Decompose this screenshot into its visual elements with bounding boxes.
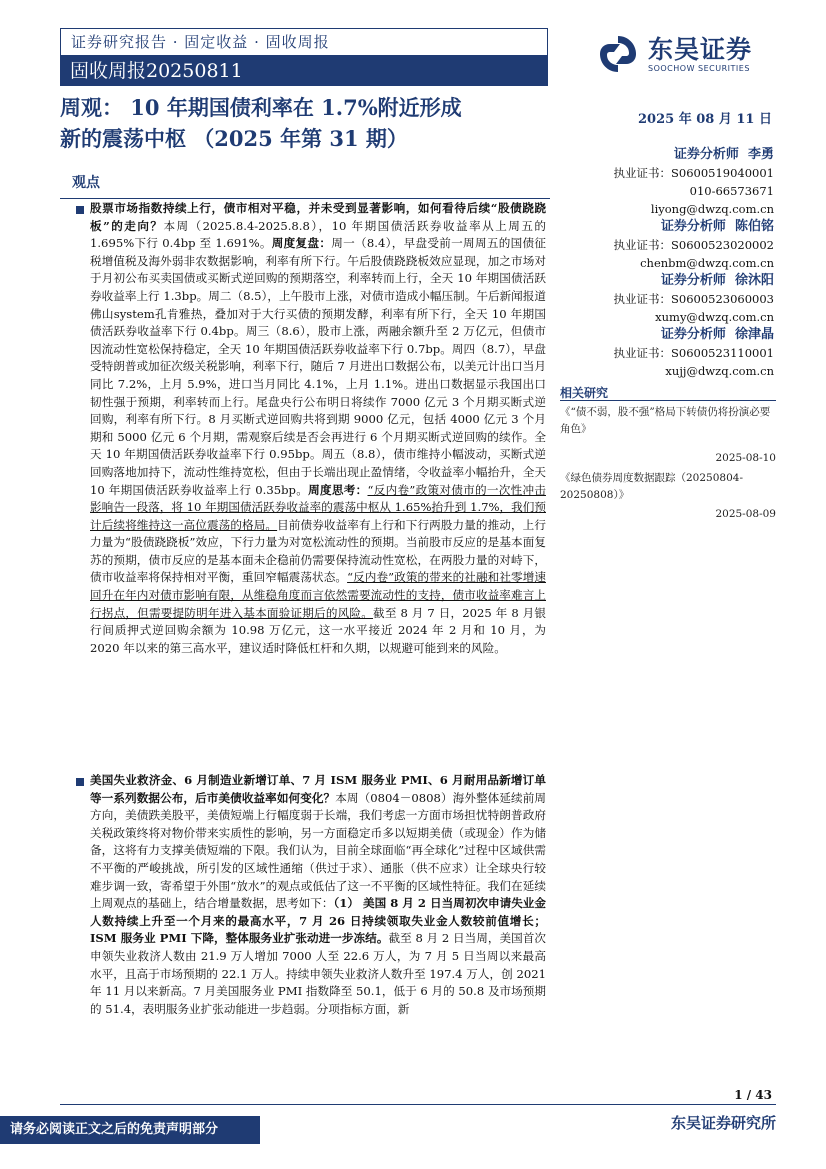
viewpoint-divider: [60, 198, 550, 199]
analyst-role: 证券分析师: [660, 219, 726, 234]
related-research-title: 相关研究: [560, 386, 609, 400]
analyst-phone: 010-66573671: [689, 184, 774, 198]
analyst-card: [584, 218, 774, 272]
report-title: [60, 92, 560, 154]
report-id: 固收周报20250811: [60, 56, 548, 86]
analyst-name: 李勇: [747, 147, 774, 162]
analyst-card: [584, 146, 774, 218]
report-title-line1: 周观： 10 年期国债利率在 1.7%附近形成: [60, 95, 462, 120]
viewpoint-paragraph-2: [90, 772, 546, 1018]
p1-lead: 股票市场指数持续上行，债市相对平稳，并未受到显著影响，如何看待后续“股债跷跷板”的走向？: [90, 201, 546, 233]
bullet-icon: [76, 778, 84, 786]
p1-review-label: 周度复盘：: [271, 236, 332, 251]
bullet-icon: [76, 206, 84, 214]
analyst-role: 证券分析师: [660, 327, 726, 342]
footer-institute: 东吴证券研究所: [670, 1114, 776, 1132]
analyst-list: [584, 146, 774, 380]
analyst-name: 徐沐阳: [734, 273, 774, 288]
report-header: [60, 28, 548, 86]
analyst-cert: S0600523020002: [671, 238, 774, 252]
brand-logo-icon: [596, 32, 640, 76]
analyst-email[interactable]: liyong@dwzq.com.cn: [650, 202, 774, 216]
related-research-list: [560, 404, 776, 520]
analyst-name: 徐津晶: [734, 327, 774, 342]
cert-label: 执业证书：: [613, 238, 671, 252]
analyst-email[interactable]: xumy@dwzq.com.cn: [655, 310, 774, 324]
footer-divider: [60, 1104, 776, 1105]
viewpoint-label: 观点: [72, 175, 100, 191]
analyst-cert: S0600523110001: [671, 346, 774, 360]
related-item-date: 2025-08-10: [715, 452, 776, 464]
p1-text-d: 截至 8 月 7 日，2025 年 8 月银行间质押式逆回购余额为 10.98 万亿元，这一水平接近 2024 年 2 月和 10 月，为 2020 年以来的第三高水平，建议适时降低杠杆和久期，以规避可能到来的风险。: [90, 605, 546, 655]
p2-lead: 美国失业救济金、6 月制造业新增订单、7 月 ISM 服务业 PMI、6 月耐用品新增订单等一系列数据公布，后市美债收益率如何变化？: [90, 773, 546, 805]
analyst-name: 陈伯铭: [734, 219, 774, 234]
analyst-cert: S0600519040001: [671, 166, 774, 180]
related-item-title[interactable]: 《绿色债券周度数据跟踪（20250804-20250808）》: [560, 472, 743, 501]
p2-text-a: 本周（0804－0808）海外整体延续前周方向，美债跌美股平，美债短端上行幅度弱于长端，我们考虑一方面市场担忧特朗普政府关税政策终将对物价带来实质性的影响，另一方面稳定币多以短期美债（或现金）作为储备，这将有力支撑美债短端的下限。我们认为，目前全球面临“再全球化”过程中区域供需不平衡的严峻挑战，所引发的区域性通缩（供过于求）、通胀（供不应求）让全球央行较难步调一致，寄希望于外围“放水”的观点或低估了这一不平衡的区域性特征。我们在延续上周观点的基础上，结合增量数据，思考如下：: [90, 790, 546, 911]
related-item-date: 2025-08-09: [715, 508, 776, 520]
brand-name: 东吴证券: [648, 35, 753, 64]
brand-name-en: SOOCHOW SECURITIES: [648, 64, 750, 73]
page-number: 1 / 43: [734, 1088, 772, 1102]
analyst-cert: S0600523060003: [671, 292, 774, 306]
analyst-card: [584, 326, 774, 380]
analyst-email[interactable]: chenbm@dwzq.com.cn: [640, 256, 774, 270]
report-title-line2: 新的震荡中枢 （2025 年第 31 期）: [60, 126, 408, 151]
cert-label: 执业证书：: [613, 292, 671, 306]
analyst-card: [584, 272, 774, 326]
p1-text-c: 目前债券收益率有上行和下行两股力量的推动，上行力量为“股债跷跷板”效应，下行力量为对宽松流动性的预期。当前股市反应的是基本面复苏的预期，债市反应的是基本面未企稳前仍需要保持流动性宽松，在两股力量的对峙下，债市收益率将保持相对平衡，重回窄幅震荡状态。: [90, 517, 546, 585]
cert-label: 执业证书：: [613, 346, 671, 360]
related-research-divider: [560, 400, 776, 401]
related-item-title[interactable]: 《“债不弱，股不强”格局下转债仍将扮演必要角色》: [560, 406, 771, 435]
p1-text-a: 本周（2025.8.4-2025.8.8），10 年期国债活跃券收益率从上周五的 1.695%下行 0.4bp 至 1.691%。: [90, 218, 546, 251]
viewpoint-paragraph-1: [90, 200, 546, 657]
p1-underline-b: “反内卷”政策的带来的社融和社零增速回升在年内对债市影响有限，从维稳角度而言依然需要流动性的支持，债市收益率难言上行拐点，但需要提防明年进入基本面验证期后的风险。: [90, 570, 546, 620]
disclaimer-notice: 请务必阅读正文之后的免责声明部分: [0, 1116, 260, 1144]
analyst-role: 证券分析师: [673, 147, 739, 162]
brand-logo: [596, 30, 776, 82]
p1-underline-a: “反内卷”政策对债市的一次性冲击影响告一段落，将 10 年期国债活跃券收益率的震荡中枢从 1.65%抬升到 1.7%，我们预计后续将维持这一高位震荡的格局。: [90, 482, 546, 532]
p2-text-c: 截至 8 月 2 日当周，美国首次申领失业救济人数由 21.9 万人增加 7000 人至 22.6 万人，为 7 月 5 日当周以来最高水平，且高于市场预期的 22.1 万人。持续申领失业救济人数升至 197.4 万人，创 2021 年 11 月以来新高。7 月美国服务业 PMI 指数降至 50.1，低于 6 月的 50.8 及市场预期的 51.4，表明服务业扩张动能进一步趋弱。分项指标方面，新: [90, 931, 546, 1016]
p2-bold-b: （1） 美国 8 月 2 日当周初次申请失业金人数持续上升至一个月来的最高水平，7 月 26 日持续领取失业金人数较前值增长；ISM 服务业 PMI 下降，整体服务业扩张动进一步冻结。: [90, 896, 546, 946]
cert-label: 执业证书：: [613, 166, 671, 180]
analyst-role: 证券分析师: [660, 273, 726, 288]
report-date: 2025 年 08 月 11 日: [638, 112, 772, 127]
p1-think-label: 周度思考：: [308, 482, 368, 497]
report-category: 证券研究报告 · 固定收益 · 固收周报: [60, 28, 548, 56]
analyst-email[interactable]: xujj@dwzq.com.cn: [665, 364, 774, 378]
p1-text-b: 周一（8.4），早盘受前一周周五的国债征税增值税及海外弱非农数据影响，利率有所下行。午后股债跷跷板效应显现，加之市场对于月初公布买卖国债或买断式逆回购的预期落空，利率转而上行，全天 10 年期国债活跃券收益率上行 1.3bp。周二（8.5），上午股市上涨，对债市造成小幅压制。午后新闻报道佛山system孔肯雅热，叠加对于大行买债的预期发酵，利率有所下行，全天 10 年期国债活跃券收益率下行 0.4bp。周三（8.6），股市上涨，两融余额升至 2 万亿元，但债市因流动性宽松保持稳定，全天 10 年期国债活跃券收益率下行 0.7bp。周四（8.7），早盘受特朗普或加征次级关税影响，利率下行，随后 7 月进出口数据公布，以美元计出口当月同比 7.2%，上月 5.9%，进口当月同比 4.1%，上月 1.1%。进出口数据显示我国出口韧性强于预期，利率转而上行。尾盘央行公布明日将续作 7000 亿元 3 个月期买断式逆回购，利率有所下行。8 月买断式逆回购共将到期 9000 亿元，包括 4000 亿元 3 个月期和 5000 亿元 6 个月期，需观察后续是否会再进行 6 个月期买断式逆回购的续作。全天 10 年期国债活跃券收益率下行 0.95bp。周五（8.8），债市维持小幅波动，买断式逆回购落地加持下，流动性维持宽松，但由于长端出现止盈情绪，令收益率小幅抬升，全天 10 年期国债活跃券收益率上行 0.35bp。: [90, 236, 546, 497]
